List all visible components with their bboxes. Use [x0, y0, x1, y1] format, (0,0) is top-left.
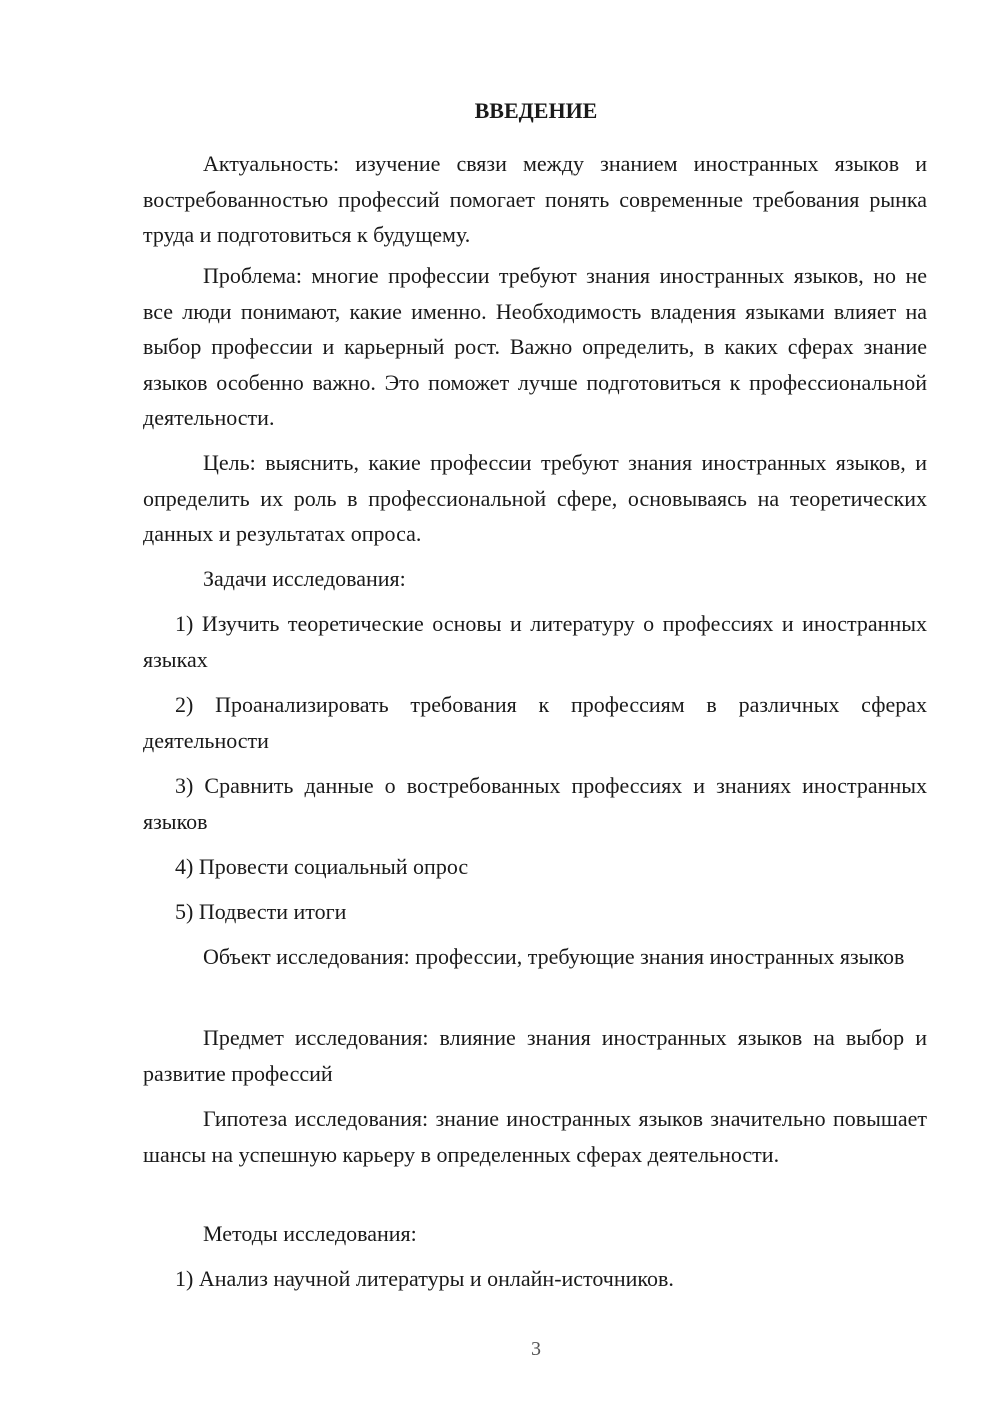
paragraph-subject: Предмет исследования: влияние знания иностранных языков на выбор и развитие профессий: [143, 1025, 927, 1086]
tasks-heading: Задачи исследования:: [203, 566, 406, 591]
section-title: ВВЕДЕНИЕ: [474, 98, 598, 123]
task-item-2: 2) Проанализировать требования к профессиям в различных сферах деятельности: [143, 692, 927, 753]
task-item-4: 4) Провести социальный опрос: [175, 854, 469, 879]
task-item-1: 1) Изучить теоретические основы и литературу о профессиях и иностранных языках: [143, 611, 927, 672]
paragraph-object: Объект исследования: профессии, требующие знания иностранных языков: [203, 944, 905, 969]
paragraph-problem: Проблема: многие профессии требуют знания иностранных языков, но не все люди понимают, какие именно. Необходимость владения языками влияет на выбор профессии и карьерный рост. Важно определить, в каких сферах знание языков особенно важно. Это поможет лучше подготовиться к профессиональной деятельности.: [143, 263, 927, 430]
task-item-5: 5) Подвести итоги: [175, 899, 347, 924]
paragraph-hypothesis: Гипотеза исследования: знание иностранных языков значительно повышает шансы на успешную карьеру в определенных сферах деятельности.: [143, 1106, 927, 1167]
task-item-3: 3) Сравнить данные о востребованных профессиях и знаниях иностранных языков: [143, 773, 927, 834]
paragraph-relevance: Актуальность: изучение связи между знанием иностранных языков и востребованностью профессий помогает понять современные требования рынка труда и подготовиться к будущему.: [143, 151, 927, 247]
method-item-1: 1) Анализ научной литературы и онлайн-источников.: [175, 1266, 674, 1291]
methods-heading: Методы исследования:: [203, 1221, 417, 1246]
page-number: 3: [531, 1338, 541, 1360]
paragraph-goal: Цель: выяснить, какие профессии требуют знания иностранных языков, и определить их роль в профессиональной сфере, основываясь на теоретических данных и результатах опроса.: [143, 450, 927, 546]
